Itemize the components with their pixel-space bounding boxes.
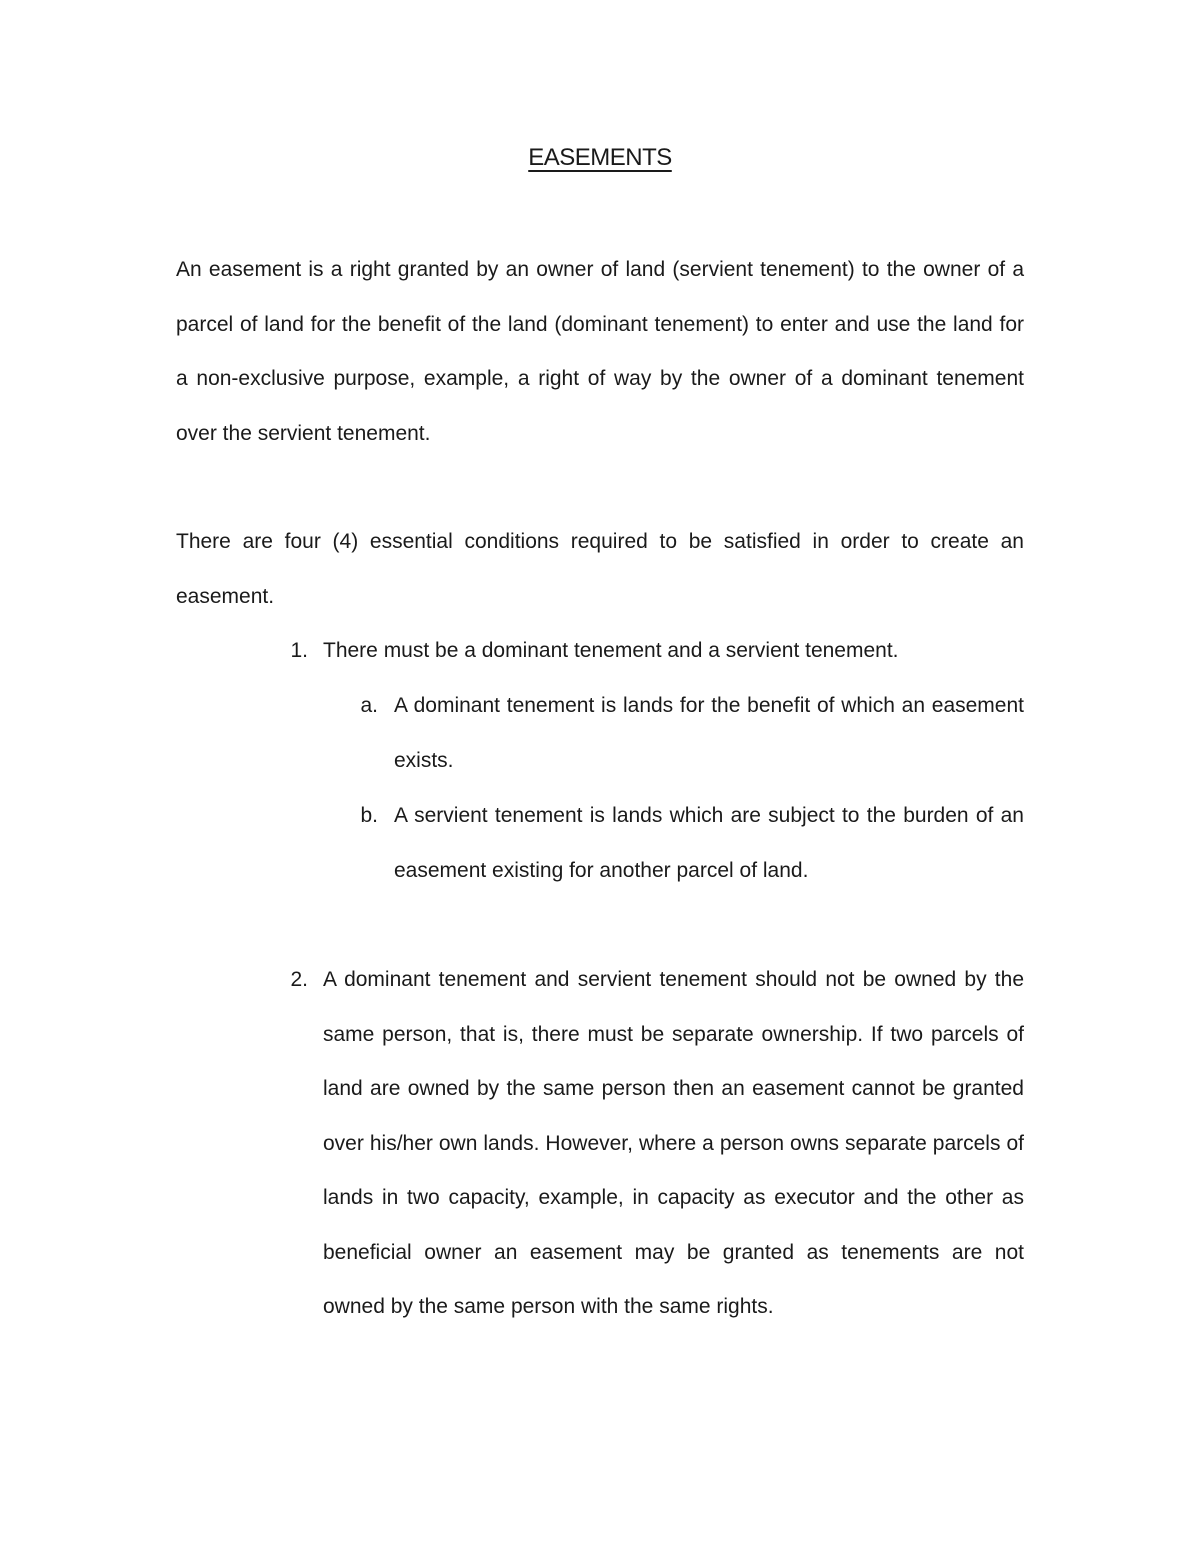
- list-item-number: 1.: [290, 639, 308, 662]
- list-item-text: There must be a dominant tenement and a servient tenement.: [323, 639, 899, 662]
- list-item-number: 2.: [290, 968, 308, 991]
- list-item-text: A dominant tenement and servient tenement should not be owned by the same person, that is, there must be separate ownership. If two parcels of land are owned by the same person then an easement cannot be granted over his/her own lands. However, where a person owns separate parcels of lands in two capacity, example, in capacity as executor and the other as beneficial owner an easement may be granted as tenements are not owned by the same person with the same rights.: [323, 968, 1024, 1318]
- conditions-intro-paragraph: There are four (4) essential conditions required to be satisfied in order to create an easement.: [176, 530, 1024, 608]
- sub-list-item-letter: a.: [360, 694, 378, 717]
- definition-paragraph: An easement is a right granted by an owner of land (servient tenement) to the owner of a parcel of land for the benefit of the land (dominant tenement) to enter and use the land for a non-exclusive purpose, example, a right of way by the owner of a dominant tenement over the servient tenement.: [176, 258, 1024, 445]
- sub-list-item-text: A dominant tenement is lands for the benefit of which an easement exists.: [394, 694, 1024, 772]
- sub-list-item-letter: b.: [360, 804, 378, 827]
- sub-list-item-text: A servient tenement is lands which are subject to the burden of an easement existing for another parcel of land.: [394, 804, 1024, 882]
- document-title: EASEMENTS: [528, 144, 672, 171]
